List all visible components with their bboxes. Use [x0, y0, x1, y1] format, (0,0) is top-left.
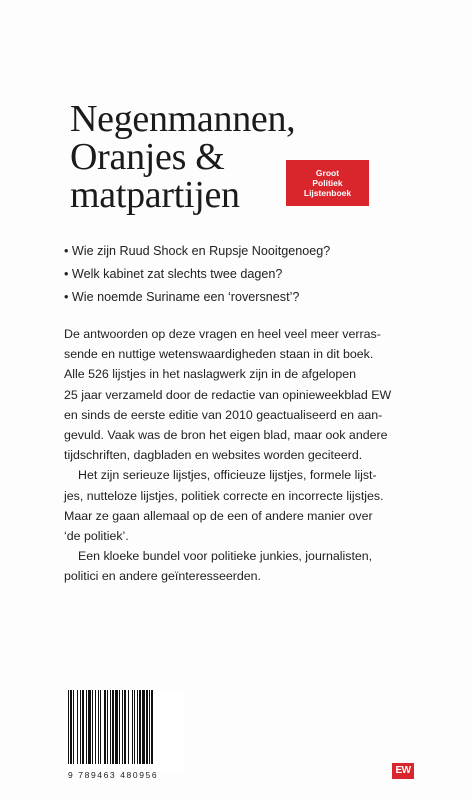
blurb-line: ‘de politiek’.	[64, 529, 129, 544]
barcode-bar	[70, 690, 72, 764]
barcode	[66, 690, 184, 774]
badge-line-3: Lijstenboek	[303, 188, 352, 198]
blurb-line: jes, nutteloze lijstjes, politiek correcte en incorrecte lijstjes.	[64, 488, 384, 503]
publisher-logo: EW	[392, 763, 414, 779]
blurb-line: en sinds de eerste editie van 2010 geactualiseerd en aan-	[64, 407, 383, 422]
title-line-2: Oranjes &	[70, 136, 225, 178]
barcode-bar	[142, 690, 145, 764]
blurb-line: Alle 526 lijstjes in het naslagwerk zijn in de afgelopen	[64, 367, 357, 382]
barcode-bar	[95, 690, 96, 764]
barcode-bar	[134, 690, 135, 764]
blurb-paragraph-3	[64, 546, 444, 586]
title-line-3: matpartijen	[70, 174, 240, 216]
barcode-bar	[98, 690, 99, 764]
blurb-line: politici en andere geïnteresseerden.	[64, 569, 262, 584]
barcode-bar	[151, 690, 153, 764]
blurb-line: 25 jaar verzameld door de redactie van opinieweekblad EW	[64, 387, 392, 402]
barcode-bar	[107, 690, 108, 764]
blurb-line: sende en nuttige wetenswaardigheden staan in dit boek.	[64, 347, 374, 362]
barcode-bar	[139, 690, 141, 764]
blurb-line: Het zijn serieuze lijstjes, officieuze lijstjes, formele lijst-	[78, 468, 377, 483]
badge-line-1: Groot	[315, 168, 340, 178]
barcode-bar	[73, 690, 74, 764]
barcode-bar	[82, 690, 84, 764]
question-item: • Wie zijn Ruud Shock en Rupsje Nooitgenoeg?	[64, 244, 331, 258]
barcode-bar	[77, 690, 78, 764]
barcode-bar	[68, 690, 69, 764]
barcode-bar	[110, 690, 111, 764]
blurb-line: tijdschriften, dagbladen en websites worden geciteerd.	[64, 448, 363, 463]
badge-line-2: Politiek	[312, 178, 343, 188]
red-badge	[286, 160, 369, 206]
barcode-bars	[66, 690, 184, 768]
barcode-bar	[88, 690, 91, 764]
blurb-line: gevuld. Vaak was de bron het eigen blad, maar ook andere	[64, 428, 388, 443]
book-title	[70, 100, 295, 214]
blurb-line: Maar ze gaan allemaal op de een of andere manier over	[64, 508, 373, 523]
question-item: • Welk kabinet zat slechts twee dagen?	[64, 267, 283, 281]
barcode-bar	[100, 690, 101, 764]
title-line-1: Negenmannen,	[70, 98, 296, 140]
blurb-paragraph-1	[64, 324, 444, 465]
question-item: • Wie noemde Suriname een ‘roversnest’?	[64, 290, 300, 304]
barcode-bar	[132, 690, 133, 764]
barcode-bar	[80, 690, 81, 764]
barcode-bar	[149, 690, 150, 764]
blurb-paragraph-2	[64, 465, 444, 546]
blurb-line: De antwoorden op deze vragen en heel veel meer verras-	[64, 327, 381, 341]
question-list	[64, 240, 330, 309]
barcode-bar	[146, 690, 148, 764]
blurb-line: Een kloeke bundel voor politieke junkies, journalisten,	[78, 549, 373, 564]
blurb-text	[64, 324, 444, 587]
barcode-bar	[104, 690, 106, 764]
barcode-bar	[124, 690, 126, 764]
barcode-bar	[119, 690, 120, 764]
barcode-bar	[86, 690, 87, 764]
barcode-bar	[128, 690, 129, 764]
barcode-bar	[137, 690, 138, 764]
barcode-bar	[115, 690, 118, 764]
isbn-number: 9 789463 480956	[68, 770, 159, 780]
barcode-bar	[122, 690, 123, 764]
barcode-bar	[112, 690, 114, 764]
barcode-bar	[92, 690, 93, 764]
